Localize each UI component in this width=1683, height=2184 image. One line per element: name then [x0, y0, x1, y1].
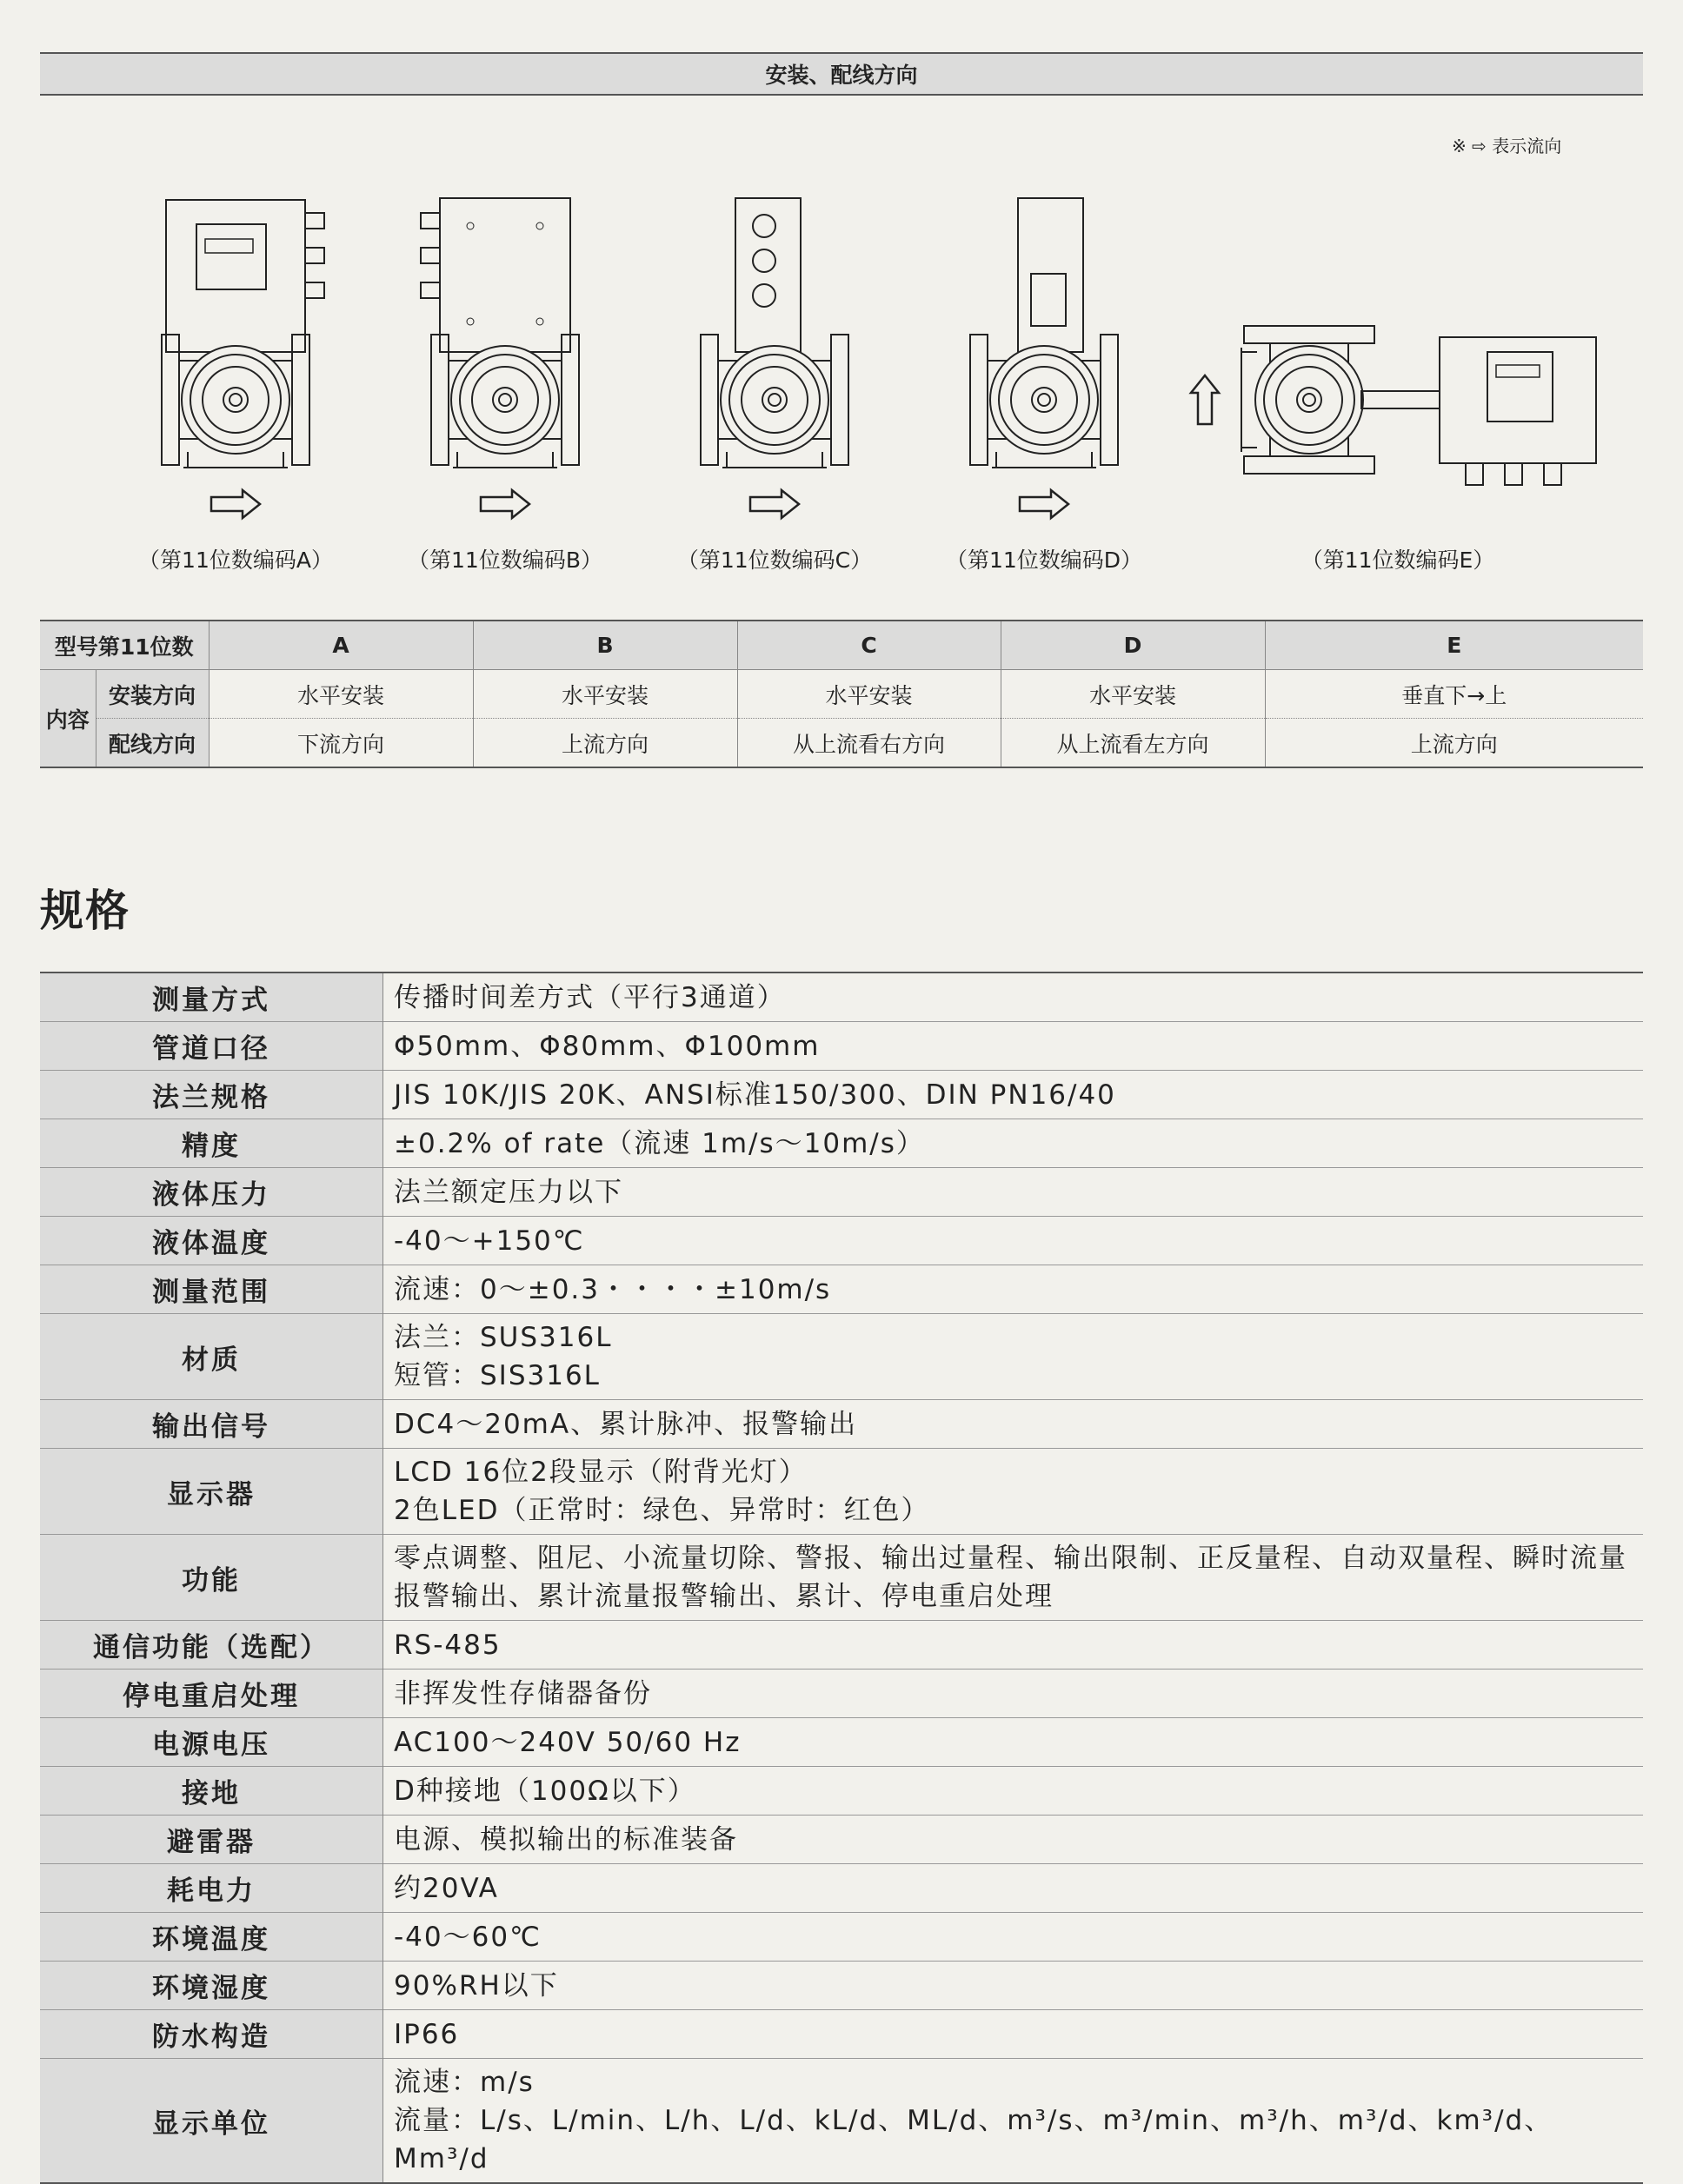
spec-row — [40, 1913, 1643, 1962]
spec-key: 液体温度 — [40, 1217, 383, 1265]
spec-row — [40, 2010, 1643, 2059]
spec-row — [40, 1119, 1643, 1168]
spec-value-line: 90%RH以下 — [394, 1969, 559, 2001]
spec-key: 显示单位 — [40, 2059, 383, 2184]
group-label: 内容 — [40, 670, 96, 768]
spec-value-line: JIS 10K/JIS 20K、ANSI标准150/300、DIN PN16/40 — [394, 1079, 1116, 1111]
caption-d: （第11位数编码D） — [945, 548, 1143, 573]
cell: 从上流看右方向 — [737, 719, 1001, 768]
spec-value — [383, 1217, 1644, 1265]
spec-key: 环境湿度 — [40, 1962, 383, 2010]
spec-key: 输出信号 — [40, 1400, 383, 1449]
code-col-e: E — [1265, 621, 1643, 670]
spec-value-line: RS-485 — [394, 1629, 502, 1661]
code-col-c: C — [737, 621, 1001, 670]
spec-key: 环境温度 — [40, 1913, 383, 1962]
spec-row — [40, 1718, 1643, 1767]
spec-value-line: 电源、模拟输出的标准装备 — [394, 1823, 738, 1855]
flow-note-text: ※ ⇨ 表示流向 — [1452, 136, 1562, 156]
spec-key: 电源电压 — [40, 1718, 383, 1767]
spec-row — [40, 1767, 1643, 1816]
spec-row — [40, 1168, 1643, 1217]
spec-row — [40, 1022, 1643, 1071]
spec-key: 测量方式 — [40, 973, 383, 1022]
spec-key: 精度 — [40, 1119, 383, 1168]
code-col-d: D — [1001, 621, 1265, 670]
spec-row — [40, 1816, 1643, 1864]
spec-value-line: 约20VA — [394, 1872, 499, 1904]
row-label-wiring: 配线方向 — [96, 719, 209, 768]
spec-value-line: 流量：L/s、L/min、L/h、L/d、kL/d、ML/d、m³/s、m³/min、m³/h、m³/d、km³/d、Mm³/d — [394, 2105, 1553, 2174]
diagram-c — [701, 198, 848, 518]
spec-row — [40, 1962, 1643, 2010]
spec-value — [383, 1265, 1644, 1314]
spec-row — [40, 1400, 1643, 1449]
spec-row — [40, 1670, 1643, 1718]
caption-c: （第11位数编码C） — [676, 548, 873, 573]
spec-key: 通信功能（选配） — [40, 1621, 383, 1670]
code-col-a: A — [209, 621, 473, 670]
spec-value — [383, 1767, 1644, 1816]
spec-value — [383, 1400, 1644, 1449]
spec-value-line: 传播时间差方式（平行3通道） — [394, 981, 786, 1013]
section-title-band — [40, 52, 1643, 96]
spec-value-line: 法兰：SUS316L — [394, 1322, 613, 1353]
spec-key: 耗电力 — [40, 1864, 383, 1913]
cell: 下流方向 — [209, 719, 473, 768]
spec-value-line: 零点调整、阻尼、小流量切除、警报、输出过量程、输出限制、正反量程、自动双量程、瞬时流量 — [394, 1543, 1627, 1574]
spec-row — [40, 1621, 1643, 1670]
spec-value — [383, 1119, 1644, 1168]
code-header-label: 型号第11位数 — [40, 621, 209, 670]
spec-row — [40, 973, 1643, 1022]
spec-key: 显示器 — [40, 1449, 383, 1535]
caption-b: （第11位数编码B） — [408, 548, 602, 573]
cell: 水平安装 — [737, 670, 1001, 719]
spec-row — [40, 1864, 1643, 1913]
code-col-b: B — [473, 621, 737, 670]
spec-key: 避雷器 — [40, 1816, 383, 1864]
cell: 水平安装 — [473, 670, 737, 719]
spec-value — [383, 1535, 1644, 1621]
spec-value — [383, 2059, 1644, 2184]
spec-value-line: AC100～240V 50/60 Hz — [394, 1726, 742, 1758]
cell: 垂直下→上 — [1265, 670, 1643, 719]
spec-value — [383, 1621, 1644, 1670]
spec-key: 法兰规格 — [40, 1071, 383, 1119]
spec-value-line: 法兰额定压力以下 — [394, 1176, 623, 1208]
spec-row — [40, 1535, 1643, 1621]
spec-value — [383, 1962, 1644, 2010]
spec-value-line: Φ50mm、Φ80mm、Φ100mm — [394, 1030, 821, 1062]
code-table — [40, 620, 1643, 768]
spec-value-line: 短管：SIS316L — [394, 1360, 601, 1391]
spec-value — [383, 1913, 1644, 1962]
spec-value-line: ±0.2% of rate（流速 1m/s～10m/s） — [394, 1127, 925, 1159]
spec-value — [383, 1670, 1644, 1718]
spec-key: 材质 — [40, 1314, 383, 1400]
spec-key: 停电重启处理 — [40, 1670, 383, 1718]
spec-value-line: 流速：0～±0.3・・・・±10m/s — [394, 1273, 832, 1305]
spec-value-line: -40～60℃ — [394, 1921, 542, 1953]
spec-value — [383, 1864, 1644, 1913]
diagram-b — [421, 198, 579, 518]
spec-key: 测量范围 — [40, 1265, 383, 1314]
diagram-e — [1191, 326, 1596, 485]
spec-value — [383, 1718, 1644, 1767]
spec-value-line: D种接地（100Ω以下） — [394, 1775, 696, 1807]
spec-key: 液体压力 — [40, 1168, 383, 1217]
spec-value — [383, 1449, 1644, 1535]
spec-row — [40, 1449, 1643, 1535]
spec-value-line: IP66 — [394, 2018, 460, 2050]
spec-key: 防水构造 — [40, 2010, 383, 2059]
cell: 上流方向 — [473, 719, 737, 768]
diagram-a — [162, 200, 324, 518]
spec-value — [383, 2010, 1644, 2059]
spec-value-line: 2色LED（正常时：绿色、异常时：红色） — [394, 1495, 930, 1526]
spec-value — [383, 1816, 1644, 1864]
spec-value — [383, 1168, 1644, 1217]
spec-value-line: 流速：m/s — [394, 2067, 535, 2098]
cell: 水平安装 — [1001, 670, 1265, 719]
spec-row — [40, 2059, 1643, 2184]
spec-value-line: 非挥发性存储器备份 — [394, 1677, 652, 1709]
spec-table — [40, 972, 1643, 2184]
diagram-d — [970, 198, 1118, 518]
caption-e: （第11位数编码E） — [1300, 548, 1495, 573]
cell: 上流方向 — [1265, 719, 1643, 768]
spec-key: 接地 — [40, 1767, 383, 1816]
spec-row — [40, 1314, 1643, 1400]
cell: 水平安装 — [209, 670, 473, 719]
spec-title: 规格 — [40, 886, 130, 936]
spec-value-line: 报警输出、累计流量报警输出、累计、停电重启处理 — [394, 1581, 1054, 1612]
spec-key: 功能 — [40, 1535, 383, 1621]
spec-row — [40, 1217, 1643, 1265]
spec-row — [40, 1071, 1643, 1119]
spec-value-line: DC4～20mA、累计脉冲、报警输出 — [394, 1408, 858, 1440]
installation-drawings — [40, 130, 1643, 582]
row-label-install: 安装方向 — [96, 670, 209, 719]
section-title: 安装、配线方向 — [765, 63, 918, 88]
caption-a: （第11位数编码A） — [138, 548, 333, 573]
spec-row — [40, 1265, 1643, 1314]
cell: 从上流看左方向 — [1001, 719, 1265, 768]
spec-value — [383, 1314, 1644, 1400]
spec-value-line: LCD 16位2段显示（附背光灯） — [394, 1457, 808, 1488]
spec-value — [383, 1022, 1644, 1071]
spec-value — [383, 1071, 1644, 1119]
spec-value-line: -40～+150℃ — [394, 1225, 585, 1257]
spec-key: 管道口径 — [40, 1022, 383, 1071]
spec-value — [383, 973, 1644, 1022]
